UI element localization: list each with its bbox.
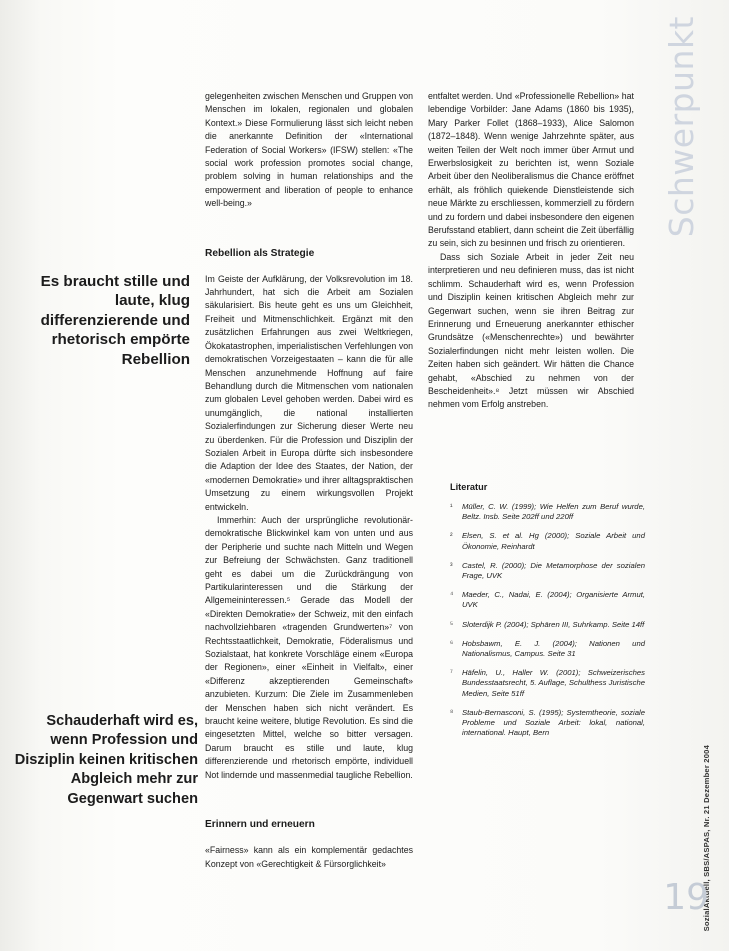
footnote-number: ⁸ [450,707,454,717]
footnote-number: ⁶ [450,638,454,648]
paragraph-col2-2: Dass sich Soziale Arbeit in jeder Zeit neu interpretieren und neu definieren muss, das ist nicht schlimm. Schauderhaft wird es, wenn Profession und Disziplin keinen kritischen Abgleich mehr zur Gegenwart suchen, wenn sie ihren Beitrag zur Erinnerung und Erneuerung anerkannter ethischer Grundsätze («Menschenrechte») und bewährter Sozialerfindungen nicht mehr leisten wollen. Die Zeiten haben sich geändert. Wir hätten die Chance gehabt, «Abschied zu nehmen von der Bescheidenheit».⁸ Jetzt müssen wir Abschied nehmen vom Erfolg anstreben. [428,251,634,410]
intro-paragraph: gelegenheiten zwischen Menschen und Gruppen von Menschen im lokalen, regionalen und globalen Kontext.» Diese Formulierung lässt sich leicht neben die anerkannte Definition der «International Federation of Social Workers» (IFSW) stellen: «The social work profession promotes social change, problem solving in human relationships and the empowerment and liberation of people to enhance well-being.» [205,91,413,209]
literature-item [450,561,645,581]
column-1 [205,90,413,871]
literature-section [450,480,645,747]
section-header: Schwerpunkt [662,16,701,238]
literature-item [450,708,645,739]
paragraph-rebellion-2: Immerhin: Auch der ursprüngliche revolutionär-demokratische Blickwinkel kam von unten und aus der Peripherie und suchte nach Mitteln und Wegen zur Befreiung der Schwächsten. Ganz traditionell geht es dabei um die Zurückdrängung von Partikularinteressen und die Stärkung der Allgemeininteressen.⁵ Gerade das Modell der «Direkten Demokratie» der Schweiz, mit den einfach nachvollziehbaren «tragenden Grundwerten»⁷ von Rechtsstaatlichkeit, Demokratie, Föderalismus und Sozialstaat, hat konkrete Vorschläge einem «Europa der Regionen», einer «Einheit in Vielfalt», einer «Differenz akzeptierenden Gemeinschaft» anzubieten. Kurzum: Die Ziele im Zusammenleben der Menschen haben sich nicht verändert. Es braucht keine weitere, blutige Revolution. Es sind die eingesetzten Mittel, welche so bitter versagen. Darum braucht es stille und laute, klug differenzierende und rhetorisch empörte, individuell Not lindernde und massenmedial taugliche Rebellion. [205,514,413,780]
literature-text: Staub-Bernasconi, S. (1995); Systemtheorie, soziale Probleme und Soziale Arbeit: lokal, national, international. Haupt, Bern [462,707,645,738]
literature-text: Häfelin, U., Haller W. (2001); Schweizerisches Bundesstaatsrecht, 5. Auflage, Schulthess Juristische Medien, Seite 51ff [462,668,645,698]
literature-item [450,620,645,630]
literature-item [450,590,645,610]
pullquote-1: Es braucht stille und laute, klug differenzierende und rhetorisch empörte Rebellion [40,273,190,368]
paragraph-rebellion-1: Im Geiste der Aufklärung, der Volksrevolution im 18. Jahrhundert, hat sich die Arbeit am Sozialen säkularisiert. Bis heute geht es uns um Gleichheit, Freiheit und Mitmenschlichkeit. Ergänzt mit den zusätzlichen Erfahrungen aus zwei Weltkriegen, Ökokatastrophen, imperialistischen Verfehlungen von demokratischen Vorzeigestaaten – kann die für alle Menschen anzunehmende Hoffnung auf faire Behandlung durch die Mitmenschen vom nationalen zum globalen Level gehoben werden. Dabei wird es unumgänglich, die national installierten Sozialerfindungen zur Sicherung dieser Werte neu zu überdenken. Für die Profession und Disziplin der Sozialen Arbeit in Europa dürfte sich insbesondere die Adaption der Idee des Staates, der Nation, der «modernen Demokratie» und ihrer alltagspraktischen Umsetzung zu einem wirkungsvollen Projekt entwickeln. [205,273,413,512]
footnote-number: ⁵ [450,619,454,629]
heading-rebellion: Rebellion als Strategie [205,247,315,259]
page-number: 19 [663,877,709,918]
literature-text: Müller, C. W. (1999); Wie Helfen zum Beruf wurde, Beltz. Insb. Seite 202ff und 220ff [462,502,645,522]
footnote-number: ¹ [450,502,453,511]
footnote-number: ⁷ [450,668,453,678]
heading-erinnern: Erinnern und erneuern [205,819,315,831]
footnote-number: ⁴ [450,590,454,600]
column-2 [428,90,634,412]
pullquote-2: Schauderhaft wird es, wenn Profession und Disziplin keinen kritischen Abgleich mehr zur Gegenwart suchen [14,713,198,807]
paragraph-erinnern: «Fairness» kann als ein komplementär gedachtes Konzept von «Gerechtigkeit & Fürsorglichkeit» [205,845,413,869]
literature-item [450,668,645,699]
literature-text: Hobsbawm, E. J. (2004); Nationen und Nationalismus, Campus. Seite 31 [462,638,645,659]
literature-item [450,639,645,659]
literature-text: Maeder, C., Nadai, E. (2004); Organisierte Armut, UVK [462,590,645,610]
footnote-number: ³ [450,560,453,570]
literature-item [450,502,645,522]
literature-text: Elsen, S. et al. Hg (2000); Soziale Arbeit und Ökonomie, Reinhardt [462,531,645,551]
literature-text: Sloterdijk P. (2004); Sphären III, Suhrkamp. Seite 14ff [462,619,645,629]
journal-info: SozialAktuell, SBS/ASPAS, Nr. 21 Dezember 2004 [702,745,711,932]
paragraph-col2-1: entfaltet werden. Und «Professionelle Rebellion» hat lebendige Vorbilder: Jane Adams (1860 bis 1935), Mary Parker Follet (1868–1933), Alice Salomon (1872–1848). Wenn wenige Jahrzehnte später, aus weiten Teilen der Welt noch immer über Armut und Erwerbslosigkeit zu berichten ist, wenn Soziale Arbeit über den Neoliberalismus die Chance eröffnet erhält, als fröhlich quiekende Dienstleistende sich neue Märkte zu erschliessen, kommerziell zu fördern und zu fordern und dabei insbesondere den eigenen Berufsstand etabliert, dann scheint die Zeit überfällig zu sein, sich zu besinnen und frisch zu orientieren. [428,91,634,249]
literature-text: Castel, R. (2000); Die Metamorphose der sozialen Frage, UVK [462,560,645,581]
literature-heading: Literatur [450,482,488,492]
literature-item [450,531,645,551]
footnote-number: ² [450,531,453,541]
